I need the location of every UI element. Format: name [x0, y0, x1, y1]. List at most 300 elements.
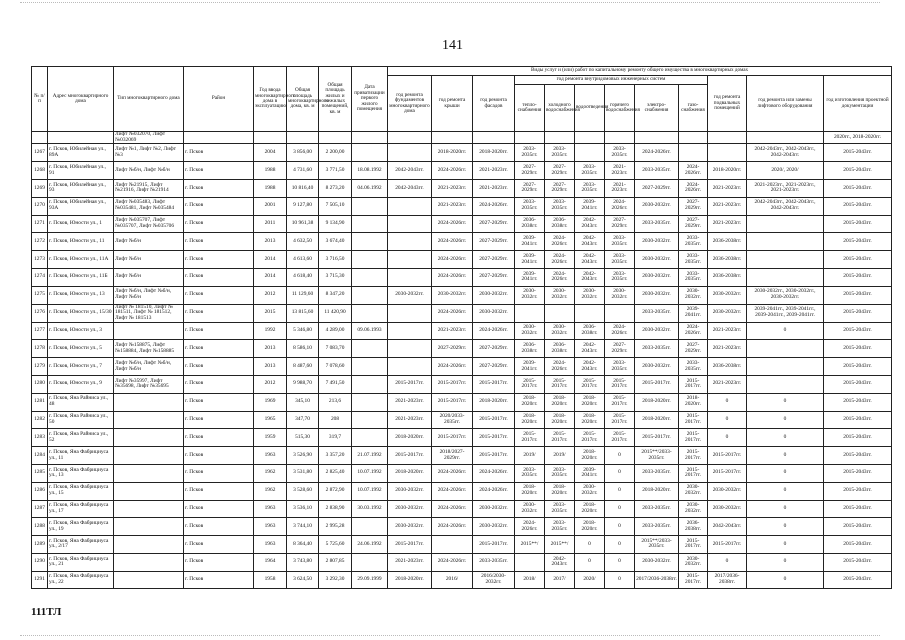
table-cell-g: 2015-2017гг. — [679, 429, 708, 447]
table-cell-e: 2030-2032гг. — [635, 322, 679, 340]
table-cell-hw: 2033-2035гг. — [605, 233, 635, 251]
table-cell-fa: 2024-2026гг. — [473, 464, 515, 482]
table-cell-e: 2033-2035гг. — [635, 464, 679, 482]
table-cell-at: 8 364,40 — [287, 536, 319, 554]
header-type: Тип многоквартирного дома — [114, 67, 184, 132]
table-cell-h: 2033-2035гг. — [515, 197, 545, 215]
table-cell-d: 2015-2043гг. — [824, 500, 892, 518]
table-cell-year: 2013 — [254, 340, 287, 358]
table-cell-r: 2024-2026гг. — [432, 268, 473, 286]
table-cell-hw — [605, 304, 635, 322]
table-cell-l: 2021-2023гг., 2021-2023гг., 2021-2023гг. — [747, 179, 824, 197]
table-cell-d: 2015-2043гг. — [824, 571, 892, 589]
table-row — [32, 464, 892, 482]
table-cell-g: 2024-2026гг. — [679, 162, 708, 180]
table-cell-at: 3 531,80 — [287, 464, 319, 482]
table-cell-at: 9 127,80 — [287, 197, 319, 215]
table-cell-al: 7 083,70 — [319, 340, 352, 358]
table-cell-e: 2030-2032гг. — [635, 553, 679, 571]
table-cell-r: 2024-2026гг. — [432, 162, 473, 180]
table-cell-d: 2015-2043гг. — [824, 393, 892, 411]
table-cell-d: 2015-2043гг. — [824, 322, 892, 340]
table-cell-s: 2018-2020гг. — [575, 411, 605, 429]
table-cell-f: 2030-2032гг. — [388, 518, 432, 536]
table-cell-pd: 10.07.1992 — [352, 464, 388, 482]
table-cell-g: 2030-2032гг. — [679, 553, 708, 571]
table-cell-f — [388, 268, 432, 286]
table-cell-l: 0 — [747, 518, 824, 536]
table-cell-g — [679, 132, 708, 144]
table-cell-hw: 2015-2017гг. — [605, 393, 635, 411]
table-cell-fa: 2024-2026гг. — [473, 197, 515, 215]
footer-code: 111ТЛ — [31, 606, 62, 618]
table-cell-at: 515,30 — [287, 429, 319, 447]
table-cell-s: 2018-2020гг. — [575, 447, 605, 465]
header-district: Район — [184, 67, 254, 132]
table-cell-fa: 2024-2026гг. — [473, 322, 515, 340]
table-cell-year: 2014 — [254, 268, 287, 286]
table-row — [32, 286, 892, 304]
table-cell-h — [515, 553, 545, 571]
table-cell-n: 1291 — [32, 571, 48, 589]
table-cell-l: 0 — [747, 482, 824, 500]
table-cell-fa: 2033-2035гг. — [473, 553, 515, 571]
table-cell-h: 2015**/ — [515, 536, 545, 554]
header-num: № п/п — [32, 67, 48, 132]
table-cell-addr — [48, 132, 114, 144]
table-cell-at: 4 731,60 — [287, 162, 319, 180]
table-cell-d: 2015-2043гг. — [824, 179, 892, 197]
table-cell-type: Лифт №158875, Лифт №158884, Лифт №158885 — [114, 340, 184, 358]
header-hot-water: горячего водоснабжения — [605, 85, 635, 132]
table-cell-type: Лифт №б/н, Лифт №б/н, Лифт №б/н — [114, 286, 184, 304]
table-cell-pd — [352, 144, 388, 162]
table-cell-g: 2033-2035гг. — [679, 268, 708, 286]
table-cell-d: 2015-2043гг. — [824, 144, 892, 162]
table-cell-d: 2015-2043гг. — [824, 197, 892, 215]
table-cell-hw: 2027-2029гг. — [605, 340, 635, 358]
table-cell-pd: 09.06.1993 — [352, 322, 388, 340]
table-cell-f — [388, 132, 432, 144]
table-cell-g: 2027-2029гг. — [679, 197, 708, 215]
table-cell-l: 2042-2043гг., 2042-2043гг., 2042-2043гг. — [747, 144, 824, 162]
table-cell-s: 2042-2043гг. — [575, 268, 605, 286]
table-cell-c: 2033-2035гг. — [545, 464, 575, 482]
table-cell-e: 2030-2032гг. — [635, 268, 679, 286]
table-cell-dist: г. Псков — [184, 571, 254, 589]
table-cell-h: 2018/ — [515, 571, 545, 589]
table-cell-b: 2017/2036-2038гг. — [708, 571, 747, 589]
table-cell-pd — [352, 268, 388, 286]
table-cell-dist: г. Псков — [184, 304, 254, 322]
table-cell-g: 2024-2026гг. — [679, 322, 708, 340]
table-cell-pd — [352, 375, 388, 393]
table-cell-al: 2 200,00 — [319, 144, 352, 162]
table-cell-r: 2027-2029гг. — [432, 340, 473, 358]
table-cell-e: 2015**/2033-2035гг. — [635, 447, 679, 465]
table-cell-pd — [352, 197, 388, 215]
table-cell-year: 1962 — [254, 482, 287, 500]
table-cell-year: 2001 — [254, 197, 287, 215]
table-cell-l: 2042-2043гг., 2042-2043гг., 2042-2043гг. — [747, 197, 824, 215]
table-cell-h: 2018-2020гг. — [515, 411, 545, 429]
table-cell-d: 2015-2043гг. — [824, 162, 892, 180]
table-cell-addr: г. Псков, Яна Фабрициуса ул., 11 — [48, 447, 114, 465]
table-cell-fa: 2015-2017гг. — [473, 375, 515, 393]
table-cell-type: Лифт №б/н, Лифт №б/н, Лифт №б/н — [114, 358, 184, 376]
table-cell-b: 2036-2038гг. — [708, 268, 747, 286]
table-cell-b: 2015-2017гг. — [708, 536, 747, 554]
table-row — [32, 144, 892, 162]
table-cell-al: 319,7 — [319, 429, 352, 447]
table-cell-h: 2030-2032гг. — [515, 500, 545, 518]
table-cell-h: 2018-2020гг. — [515, 393, 545, 411]
table-cell-n — [32, 132, 48, 144]
table-cell-f — [388, 215, 432, 233]
table-cell-c — [545, 132, 575, 144]
table-cell-pd: 18.08.1992 — [352, 162, 388, 180]
table-cell-hw: 0 — [605, 482, 635, 500]
table-cell-year: 1963 — [254, 518, 287, 536]
table-cell-at: 345,10 — [287, 393, 319, 411]
table-cell-f: 2021-2023гг. — [388, 411, 432, 429]
table-cell-b: 2042-2043гг. — [708, 518, 747, 536]
table-cell-d: 2015-2043гг. — [824, 553, 892, 571]
table-cell-hw: 0 — [605, 464, 635, 482]
header-cold-water: холодного водоснабжения — [545, 85, 575, 132]
table-cell-at: 10 816,40 — [287, 179, 319, 197]
table-cell-l: 2020/, 2020/ — [747, 162, 824, 180]
table-cell-c: 2033-2035гг. — [545, 144, 575, 162]
table-cell-fa: 2016/2030-2032гг. — [473, 571, 515, 589]
table-cell-b — [708, 144, 747, 162]
table-cell-b: 2021-2023гг. — [708, 340, 747, 358]
table-cell-at: 3 856,00 — [287, 144, 319, 162]
table-cell-year: 1969 — [254, 393, 287, 411]
table-cell-pd: 10.07.1992 — [352, 482, 388, 500]
table-cell-year: 1965 — [254, 411, 287, 429]
table-cell-c: 2033-2035гг. — [545, 500, 575, 518]
table-cell-h: 2024-2026гг. — [515, 518, 545, 536]
table-cell-al: 3 674,40 — [319, 233, 352, 251]
table-cell-year: 2012 — [254, 286, 287, 304]
table-cell-h: 2039-2041гг. — [515, 251, 545, 269]
table-row — [32, 393, 892, 411]
table-cell-e: 2033-2035гг. — [635, 340, 679, 358]
table-cell-h: 2019/ — [515, 447, 545, 465]
table-cell-r: 2024-2026гг. — [432, 233, 473, 251]
table-cell-e: 2030-2032гг. — [635, 286, 679, 304]
table-cell-n: 1276 — [32, 304, 48, 322]
table-cell-e: 2033-2035гг. — [635, 162, 679, 180]
table-cell-addr: г. Псков, Яна Райниса ул., 48 — [48, 393, 114, 411]
table-cell-fa: 2024-2026гг. — [473, 482, 515, 500]
table-cell-hw: 2021-2023гг. — [605, 179, 635, 197]
table-cell-r: 2015-2017гг. — [432, 375, 473, 393]
table-cell-b: 2030-2032гг. — [708, 482, 747, 500]
table-row — [32, 268, 892, 286]
table-cell-b: 2021-2023гг. — [708, 179, 747, 197]
page-number: 141 — [442, 38, 463, 53]
table-cell-fa: 2015-2017гг. — [473, 411, 515, 429]
table-cell-dist: г. Псков — [184, 429, 254, 447]
table-cell-s: 2030-2032гг. — [575, 286, 605, 304]
table-cell-d: 2015-2043гг. — [824, 518, 892, 536]
table-cell-type — [114, 571, 184, 589]
table-cell-b: 2036-2038гг. — [708, 358, 747, 376]
table-cell-dist: г. Псков — [184, 233, 254, 251]
table-cell-f: 2021-2023гг. — [388, 393, 432, 411]
table-cell-r: 2018/2027-2029гг. — [432, 447, 473, 465]
table-row — [32, 536, 892, 554]
table-cell-fa: 2015-2017гг. — [473, 536, 515, 554]
table-cell-al: 3 357,20 — [319, 447, 352, 465]
table-cell-b: 2015-2017гг. — [708, 447, 747, 465]
header-privatization-date: Дата приватизации первого жилого помещения — [352, 67, 388, 132]
table-cell-c: 2042-2043гг. — [545, 553, 575, 571]
header-gas: газо-снабжения — [679, 85, 708, 132]
table-cell-g: 2015-2017гг. — [679, 447, 708, 465]
table-cell-f — [388, 322, 432, 340]
table-cell-c: 2033-2035гг. — [545, 518, 575, 536]
table-cell-year: 1962 — [254, 464, 287, 482]
table-cell-dist: г. Псков — [184, 179, 254, 197]
table-cell-e: 2015**/2033-2035гг. — [635, 536, 679, 554]
table-cell-fa: 2021-2023гг. — [473, 162, 515, 180]
table-cell-n: 1287 — [32, 500, 48, 518]
table-cell-al: 2 872,90 — [319, 482, 352, 500]
table-cell-addr: г. Псков, Яна Фабрициуса ул., 22 — [48, 571, 114, 589]
table-cell-l — [747, 215, 824, 233]
table-row — [32, 340, 892, 358]
table-cell-hw: 0 — [605, 536, 635, 554]
header-area-living: Общая площадь жилых и нежилых помещений, кв. м — [319, 67, 352, 132]
table-cell-n: 1271 — [32, 215, 48, 233]
table-cell-hw: 2033-2035гг. — [605, 144, 635, 162]
scan-top-edge — [20, 2, 880, 4]
table-cell-f: 2042-2043гг. — [388, 179, 432, 197]
table-cell-addr: г. Псков, Юности ул., 7 — [48, 358, 114, 376]
table-cell-addr: г. Псков, Яна Фабрициуса ул., 17 — [48, 500, 114, 518]
table-cell-c: 2036-2038гг. — [545, 340, 575, 358]
table-cell-r — [432, 536, 473, 554]
table-cell-d: 2015-2043гг. — [824, 233, 892, 251]
table-cell-fa: 2030-2032гг. — [473, 518, 515, 536]
table-cell-n: 1280 — [32, 375, 48, 393]
header-services-group: Виды услуг и (или) работ по капитальному ремонту общего имущества в многоквартирных домах — [388, 67, 892, 76]
table-cell-b: 2030-2032гг. — [708, 286, 747, 304]
table-cell-c: 2019/ — [545, 447, 575, 465]
table-cell-dist: г. Псков — [184, 536, 254, 554]
table-cell-fa: 2030-2032гг. — [473, 286, 515, 304]
table-row — [32, 251, 892, 269]
table-cell-type — [114, 429, 184, 447]
header-heat: тепло-снабжения — [515, 85, 545, 132]
table-cell-s: 0 — [575, 536, 605, 554]
table-cell-s: 2030-2032гг. — [575, 482, 605, 500]
table-row — [32, 429, 892, 447]
table-row — [32, 411, 892, 429]
table-cell-at: 3 744,10 — [287, 518, 319, 536]
table-cell-c — [545, 304, 575, 322]
table-cell-hw: 2033-2035гг. — [605, 251, 635, 269]
table-cell-r: 2021-2023гг. — [432, 179, 473, 197]
table-cell-addr: г. Псков, Юности ул., 9 — [48, 375, 114, 393]
table-cell-pd — [352, 304, 388, 322]
table-cell-h: 2027-2029гг. — [515, 179, 545, 197]
table-cell-type: Лифт №35997, Лифт №35698, Лифт №35695 — [114, 375, 184, 393]
table-cell-h: 2033-2035гг. — [515, 464, 545, 482]
table-cell-al: 7 491,50 — [319, 375, 352, 393]
table-cell-al: 213,6 — [319, 393, 352, 411]
table-cell-r: 2020/2033-2035гг. — [432, 411, 473, 429]
table-cell-e: 2024-2026гг. — [635, 144, 679, 162]
table-cell-at: 4 632,50 — [287, 233, 319, 251]
table-cell-al: 5 725,60 — [319, 536, 352, 554]
table-cell-c: 2015-2017гг. — [545, 375, 575, 393]
table-cell-year: 1958 — [254, 571, 287, 589]
table-cell-type — [114, 482, 184, 500]
table-cell-r: 2024-2026гг. — [432, 518, 473, 536]
table-cell-e: 2033-2035гг. — [635, 304, 679, 322]
table-cell-type: Лифт №032070, Лифт №032069 — [114, 132, 184, 144]
table-cell-dist: г. Псков — [184, 447, 254, 465]
header-foundation: год ремонта фундаментов многоквартирного дома — [388, 76, 432, 132]
table-cell-r: 2024-2026гг. — [432, 553, 473, 571]
table-cell-at: 3 536,10 — [287, 500, 319, 518]
table-cell-b: 0 — [708, 411, 747, 429]
table-cell-s: 2033-2035гг. — [575, 179, 605, 197]
table-cell-s: 2042-2043гг. — [575, 340, 605, 358]
table-cell-addr: г. Псков, Юности ул., 13 — [48, 286, 114, 304]
table-cell-c: 2027-2029гг. — [545, 162, 575, 180]
table-cell-g: 2036-2038гг. — [679, 518, 708, 536]
table-cell-at: 3 624,50 — [287, 571, 319, 589]
table-cell-al: 9 134,90 — [319, 215, 352, 233]
table-cell-h: 2036-2038гг. — [515, 340, 545, 358]
table-cell-d: 2015-2043гг. — [824, 411, 892, 429]
table-cell-e: 2033-2035гг. — [635, 518, 679, 536]
table-cell-c: 2015**/ — [545, 536, 575, 554]
header-basement: год ремонта подвальных помещений — [708, 76, 747, 132]
table-cell-al: 2 838,90 — [319, 500, 352, 518]
table-cell-b: 2021-2023гг. — [708, 375, 747, 393]
table-cell-b: 2036-2038гг. — [708, 251, 747, 269]
table-cell-year: 2013 — [254, 233, 287, 251]
table-cell-al: 4 289,00 — [319, 322, 352, 340]
table-cell-type — [114, 500, 184, 518]
table-cell-l: 0 — [747, 500, 824, 518]
table-cell-type: Лифт №21915, Лифт №21916, Лифт №21914 — [114, 179, 184, 197]
table-cell-type — [114, 393, 184, 411]
table-cell-d: 2015-2043гг. — [824, 482, 892, 500]
table-cell-dist — [184, 132, 254, 144]
table-cell-s: 0 — [575, 553, 605, 571]
table-cell-fa: 2027-2029гг. — [473, 233, 515, 251]
table-cell-f — [388, 233, 432, 251]
table-cell-hw: 2024-2026гг. — [605, 197, 635, 215]
table-cell-addr: г. Псков, Юности ул., 3 — [48, 322, 114, 340]
table-cell-hw: 2030-2032гг. — [605, 286, 635, 304]
table-row — [32, 500, 892, 518]
table-cell-hw: 2033-2035гг. — [605, 268, 635, 286]
table-cell-year: 1963 — [254, 447, 287, 465]
table-cell-hw: 0 — [605, 571, 635, 589]
table-cell-s: 2039-2041гг. — [575, 197, 605, 215]
table-cell-d: 2015-2043гг. — [824, 251, 892, 269]
table-cell-l: 0 — [747, 571, 824, 589]
table-cell-h: 2039-2041гг. — [515, 233, 545, 251]
table-cell-s: 2018-2020гг. — [575, 393, 605, 411]
table-cell-dist: г. Псков — [184, 482, 254, 500]
table-cell-g: 2027-2029гг. — [679, 340, 708, 358]
table-cell-l — [747, 375, 824, 393]
table-cell-type — [114, 322, 184, 340]
table-cell-n: 1274 — [32, 268, 48, 286]
table-cell-hw: 2015-2017гг. — [605, 429, 635, 447]
table-cell-dist: г. Псков — [184, 215, 254, 233]
table-cell-n: 1282 — [32, 411, 48, 429]
table-cell-year: 1988 — [254, 179, 287, 197]
table-cell-l — [747, 233, 824, 251]
table-cell-h: 2039-2041гг. — [515, 358, 545, 376]
table-cell-l: 0 — [747, 411, 824, 429]
table-cell-hw: 2021-2023гг. — [605, 162, 635, 180]
table-cell-d: 2015-2043гг. — [824, 375, 892, 393]
table-cell-al: 8 347,20 — [319, 286, 352, 304]
table-cell-hw — [605, 132, 635, 144]
header-systems-group: год ремонта внутридомовых инженерных систем — [515, 76, 708, 85]
table-cell-e: 2030-2032гг. — [635, 197, 679, 215]
table-cell-at: 8 487,60 — [287, 358, 319, 376]
table-cell-l: 0 — [747, 429, 824, 447]
table-cell-al — [319, 132, 352, 144]
table-cell-b: 2021-2023гг. — [708, 197, 747, 215]
table-cell-s: 2042-2043гг. — [575, 251, 605, 269]
table-cell-l: 0 — [747, 447, 824, 465]
table-cell-g: 2030-2032гг. — [679, 500, 708, 518]
table-cell-g: 2015-2017гг. — [679, 411, 708, 429]
table-cell-g: 2033-2035гг. — [679, 233, 708, 251]
table-cell-d: 2015-2043гг. — [824, 304, 892, 322]
table-cell-f: 2018-2020гг. — [388, 571, 432, 589]
table-cell-l: 0 — [747, 536, 824, 554]
table-cell-s — [575, 132, 605, 144]
table-cell-addr: г. Псков, Юбилейная ул., 89А — [48, 144, 114, 162]
table-cell-c: 2030-2032гг. — [545, 286, 575, 304]
table-row — [32, 215, 892, 233]
table-cell-n: 1270 — [32, 197, 48, 215]
table-cell-pd: 30.03.1992 — [352, 500, 388, 518]
table-cell-dist: г. Псков — [184, 393, 254, 411]
table-cell-s: 2036-2038гг. — [575, 322, 605, 340]
table-row — [32, 571, 892, 589]
table-cell-type — [114, 553, 184, 571]
table-cell-al: 2 995,28 — [319, 518, 352, 536]
table-cell-type — [114, 411, 184, 429]
table-cell-l: 2039-2041гг., 2039-2041гг., 2039-2041гг., 2039-2041гг. — [747, 304, 824, 322]
table-cell-al: 3 292,30 — [319, 571, 352, 589]
table-cell-pd — [352, 215, 388, 233]
scan-bottom-edge — [20, 635, 880, 637]
table-cell-hw: 2033-2035гг. — [605, 358, 635, 376]
table-row — [32, 518, 892, 536]
table-cell-b: 2030-2032гг. — [708, 500, 747, 518]
header-sewer: водоотведения — [575, 85, 605, 132]
table-cell-l: 0 — [747, 393, 824, 411]
table-row — [32, 233, 892, 251]
table-cell-f — [388, 358, 432, 376]
